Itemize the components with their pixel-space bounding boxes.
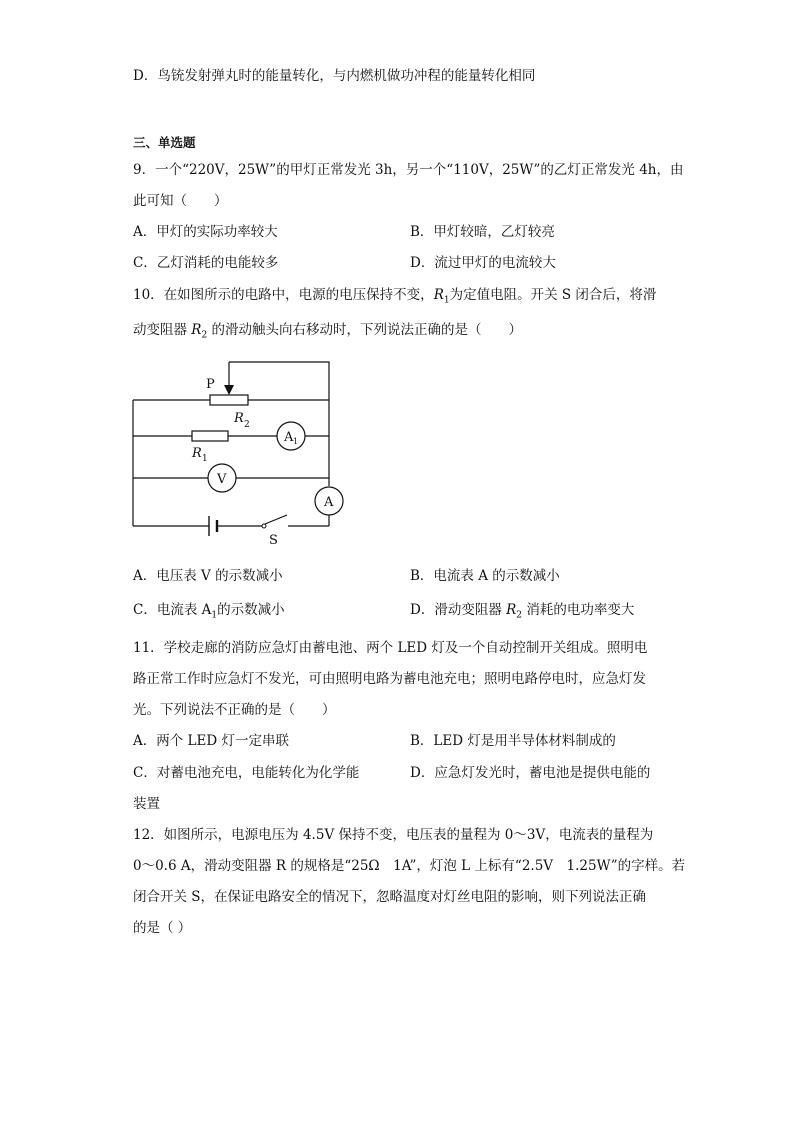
q11-stem-line3: 光。下列说法不正确的是（ ） xyxy=(133,702,336,718)
label-a1-sub: 1 xyxy=(293,437,299,446)
label-a: A xyxy=(324,495,334,510)
q10-option-d: D．滑动变阻器 $R_2$ 消耗的电功率变大 xyxy=(410,602,635,621)
q10-option-c: C．电流表 $A_1$的示数减小 xyxy=(133,602,285,621)
q9-option-a: A．甲灯的实际功率较大 xyxy=(133,224,278,240)
q9-stem-line2: 此可知（ ） xyxy=(133,193,228,209)
q12-stem-line4: 的是（ ） xyxy=(133,920,192,936)
q11-option-c: C．对蓄电池充电，电能转化为化学能 xyxy=(133,765,360,781)
q12-stem-line2: 0～0.6 A，滑动变阻器 R 的规格是“25Ω 1A”，灯泡 L 上标有“2.5V 1.25W”的字样。若 xyxy=(133,858,686,874)
q12-stem-line1: 12．如图所示，电源电压为 4.5V 保持不变，电压表的量程为 0～3V，电流表的量程为 xyxy=(133,827,654,843)
resistor-r1 xyxy=(192,431,228,441)
q8-option-d: D．鸟铳发射弹丸时的能量转化，与内燃机做功冲程的能量转化相同 xyxy=(133,68,536,84)
q9-option-b: B．甲灯较暗，乙灯较亮 xyxy=(410,224,555,240)
resistor-r2 xyxy=(210,395,248,405)
switch-contact xyxy=(262,524,266,528)
q11-option-d-cont: 装置 xyxy=(133,796,160,812)
label-r2: R xyxy=(234,411,244,426)
label-r1-sub: 1 xyxy=(202,454,208,464)
q11-stem-line1: 11．学校走廊的消防应急灯由蓄电池、两个 LED 灯及一个自动控制开关组成。照明电 xyxy=(133,640,648,656)
q10-option-b: B．电流表 A 的示数减小 xyxy=(410,568,560,584)
q9-option-c: C．乙灯消耗的电能较多 xyxy=(133,255,279,271)
q9-stem-line1: 9．一个“220V，25W”的甲灯正常发光 3h，另一个“110V，25W”的乙灯正常发光 4h，由 xyxy=(133,162,684,178)
q12-stem-line3: 闭合开关 S，在保证电路安全的情况下，忽略温度对灯丝电阻的影响，则下列说法正确 xyxy=(133,889,647,905)
label-v: V xyxy=(217,472,227,487)
label-r1: R xyxy=(192,446,202,461)
q11-option-d: D．应急灯发光时，蓄电池是提供电能的 xyxy=(410,765,651,781)
q10-stem-line2: 动变阻器 $R_2$ 的滑动触头向右移动时，下列说法正确的是（ ） xyxy=(133,322,522,341)
label-r2-sub: 2 xyxy=(244,420,250,430)
q10-stem-line1: 10．在如图所示的电路中，电源的电压保持不变，$R_1$为定值电阻。开关 S 闭合后，将滑 xyxy=(133,287,657,306)
section-heading: 三、单选题 xyxy=(133,135,196,150)
q11-stem-line2: 路正常工作时应急灯不发光，可由照明电路为蓄电池充电；照明电路停电时，应急灯发 xyxy=(133,671,646,687)
q10-option-a: A．电压表 V 的示数减小 xyxy=(133,568,283,584)
label-p: P xyxy=(206,377,215,392)
q9-option-d: D．流过甲灯的电流较大 xyxy=(410,255,556,271)
label-a1: A xyxy=(284,430,294,445)
switch-blade xyxy=(265,515,287,524)
q11-option-b: B．LED 灯是用半导体材料制成的 xyxy=(410,733,616,749)
label-s: S xyxy=(269,533,278,548)
q11-option-a: A．两个 LED 灯一定串联 xyxy=(133,733,289,749)
slider-arrow-head xyxy=(224,385,234,395)
